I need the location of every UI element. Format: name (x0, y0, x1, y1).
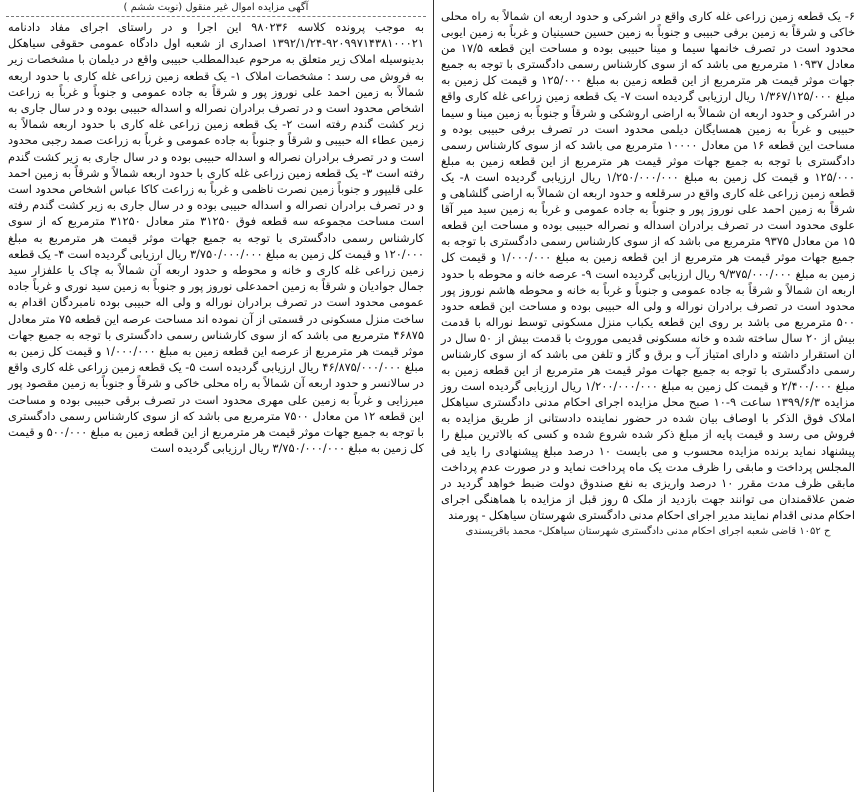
right-column (439, 0, 857, 792)
ad-footer: ح ۱۰۵۲ قاضی شعبه اجرای احکام مدنی دادگستری شهرستان سیاهکل- محمد باقریسندی (465, 526, 831, 537)
column-divider (433, 0, 434, 792)
right-column-body: ۶- یک قطعه زمین زراعی غله کاری واقع در اشرکی و حدود اربعه ان شمالاً به راه محلی خاکی و شرقاً به زمین برفی حبیبی و جنوباً به زمین حسین حسینیان و غرباً به زمین ایوبی محدود است در تصرف خانمها سیما و مینا حبیبی بوده و مساحت این قطعه ۱۷/۵ من معادل ۱۰۹۳۷ مترمربع می باشد که از سوی کارشناس رسمی دادگستری با توجه به جمیع جهات موثر قیمت هر مترمربع از این قطعه زمین به مبلغ ۱۲۵/۰۰۰ و قیمت کل زمین به مبلغ ۱/۳۶۷/۱۲۵/۰۰۰ ریال ارزیابی گردیده است ۷- یک قطعه زمین زراعی غله کاری واقع در اشرکی و حدود اربعه ان شمالاً به اراضی اروشکی و شرقاً و جنوباً به زمین مینا و سیما حبیبی و غرباً به زمین همسایگان دیلمی محدود است در تصرف برفی حبیبی بوده و مساحت این قطعه ۱۶ من معادل ۱۰۰۰۰ مترمربع می باشد که از سوی کارشناس رسمی دادگستری با توجه به جمیع جهات موثر قیمت هر مترمربع از این قطعه زمین به مبلغ ۱۲۵/۰۰۰ و قیمت کل زمین به مبلغ ۱/۲۵۰/۰۰۰/۰۰۰ ریال ارزیابی گردیده است ۸- یک قطعه زمین زراعی غله کاری واقع در سرقلعه و حدود اربعه ان شمالاً به اراضی گلشاهی و شرقاً به زمین احمد علی نوروز پور و جنوباً به جاده عمومی و غرباً به زمین سید میر آقا علوی محدود است در تصرف برادران اسداله و نصراله حبیبی بوده و مساحت این قطعه ۱۵ من معادل ۹۳۷۵ مترمربع می باشد که از سوی کارشناس رسمی دادگستری با توجه به جمیع جهات موثر قیمت هر مترمربع از این قطعه زمین به مبلغ ۱/۰۰۰/۰۰۰ و قیمت کل زمین به مبلغ ۹/۳۷۵/۰۰۰/۰۰۰ ریال ارزیابی گردیده است ۹- عرصه خانه و محوطه با حدود اربعه ان شمالاً و شرقاً به جاده عمومی و جنوباً و غرباً به خانه و محوطه هاشم نوروز پور محدود است در تصرف برادران نوراله و ولی اله حبیبی بوده و مساحت این قطعه حدود ۵۰۰ مترمربع می باشد بر روی این قطعه یکباب منزل مسکونی توسط نوراله با قدمت بیش از ۲۰ سال ساخته شده و خانه مسکونی قدیمی موروث با قدمت بیش از ۵۰ سال در ان استقرار داشته و دارای امتیاز آب و برق و گاز و تلفن می باشد که از سوی کارشناس رسمی دادگستری با توجه به جمیع جهات موثر قیمت هر مترمربع از این قطعه زمین به مبلغ ۲/۴۰۰/۰۰۰ و قیمت کل زمین به مبلغ ۱/۲۰۰/۰۰۰/۰۰۰ ریال ارزیابی گردیده است روز مزایده ۱۳۹۹/۶/۳ ساعت ۹-۱۰ صبح محل مزایده اجرای احکام مدنی دادگستری سیاهکل املاک فوق الذکر با اوصاف بیان شده در حضور نماینده دادستانی از طریق مزایده به فروش می رسد و قیمت پایه از مبلغ ذکر شده شروع شده و کسی که بالاترین مبلغ را پیشنهاد نماید برنده مزایده محسوب و می بایست ۱۰ درصد مبلغ پیشنهادی را باید فی المجلس پرداخت و مابقی را ظرف مدت یک ماه پرداخت نماید و در صورت عدم پرداخت مابقی ظرف مدت مقرر ۱۰ درصد واریزی به نفع صندوق دولت ضبط خواهد گردید در ضمن علاقمندان می توانند جهت بازدید از ملک ۵ روز قبل از مزایده با هماهنگی اجرای احکام مدنی اقدام نمایند مدیر اجرای احکام مدنی دادگستری شهرستان سیاهکل - پورمند (441, 9, 856, 522)
left-column-body: به موجب پرونده کلاسه ۹۸۰۲۳۶ این اجرا و در راستای اجرای مفاد دادنامه ۹۲۰۹۹۷۱۴۳۸۱۰۰۰۲۱-۱۳۹۲/۱/۲۴ اصداری از شعبه اول دادگاه عمومی حقوقی سیاهکل بدینوسیله املاک زیر متعلق به مرحوم عبدالمطلب حبیبی واقع در دیلمان با مشخصات زیر به فروش می رسد : مشخصات املاک ۱- یک قطعه زمین زراعی غله کاری با حدود اربعه شمالاً به زمین احمد علی نوروز پور و شرقاً به جاده عمومی و جنوباً و غرباً به زراعت اشخاص محدود است و در تصرف برادران نصراله و اسداله حبیبی بوده و در سال جاری به زیر کشت گندم رفته است ۲- یک قطعه زمین زراعی غله کاری با حدود اربعه شمالاً به زمین عطاء اله حبیبی و شرقاً و جنوباً به جاده عمومی و غرباً به زراعت صمد رجبی محدود است و در تصرف برادران نصراله و اسداله حبیبی بوده و در سال جاری به زیر کشت گندم رفته است ۳- یک قطعه زمین زراعی غله کاری با حدود اربعه شمالاً و شرقاً به زمین احمد علی قلیپور و جنوباً زمین نصرت ناظمی و غرباً به زراعت کاکا عباس اشخاص محدود است و در تصرف برادران نصراله و اسداله حبیبی بوده و در سال جاری به زیر کشت گندم رفته است مساحت مجموعه سه قطعه فوق ۳۱۲۵۰ متر معادل ۳۱۲۵۰ مترمربع که از سوی کارشناس رسمی دادگستری با توجه به جمیع جهات موثر قیمت هر مترمربع به مبلغ ۱۲۰/۰۰۰ و قیمت کل زمین به مبلغ ۳/۷۵۰/۰۰۰/۰۰۰ ریال ارزیابی گردیده است ۴- یک قطعه زمین زراعی غله کاری و خانه و محوطه و حدود اربعه آن شمالاً به چاک یا علفزار سید جمال جوادیان و شرقاً به زمین احمدعلی نوروز پور و جنوباً به زمین سید نوری و غرباً جاده عمومی محدود است در تصرف برادران نوراله و ولی اله حبیبی بوده نامبردگان اقدام به ساخت منزل مسکونی در قسمتی از آن نموده اند مساحت عرصه این قطعه ۷۵ متر معادل ۴۶۸۷۵ مترمربع می باشد که از سوی کارشناس رسمی دادگستری با توجه به جمیع جهات موثر قیمت هر مترمربع از عرصه این قطعه زمین به مبلغ ۱/۰۰۰/۰۰۰ و قیمت کل زمین به مبلغ ۴۶/۸۷۵/۰۰۰/۰۰۰ ریال ارزیابی گردیده است ۵- یک قطعه زمین زراعی غله کاری واقع در سالانسر و حدود اربعه آن شمالاً به راه محلی خاکی و شرقاً و جنوباً به زمین مقصود پور میرزایی و غرباً به زمین علی مهری محدود است در تصرف برقی حبیبی بوده و مساحت این قطعه ۱۲ من معادل ۷۵۰۰ مترمربع می باشد که از سوی کارشناس رسمی دادگستری با توجه به جمیع جهات موثر قیمت هر مترمربع از این قطعه زمین به مبلغ ۵۰۰/۰۰۰ و قیمت کل زمین به مبلغ ۳/۷۵۰/۰۰۰/۰۰۰ ریال ارزیابی گردیده است (8, 20, 425, 456)
ad-heading: آگهی مزایده اموال غیر منقول (نوبت ششم ) (6, 0, 426, 17)
left-column (6, 0, 426, 560)
